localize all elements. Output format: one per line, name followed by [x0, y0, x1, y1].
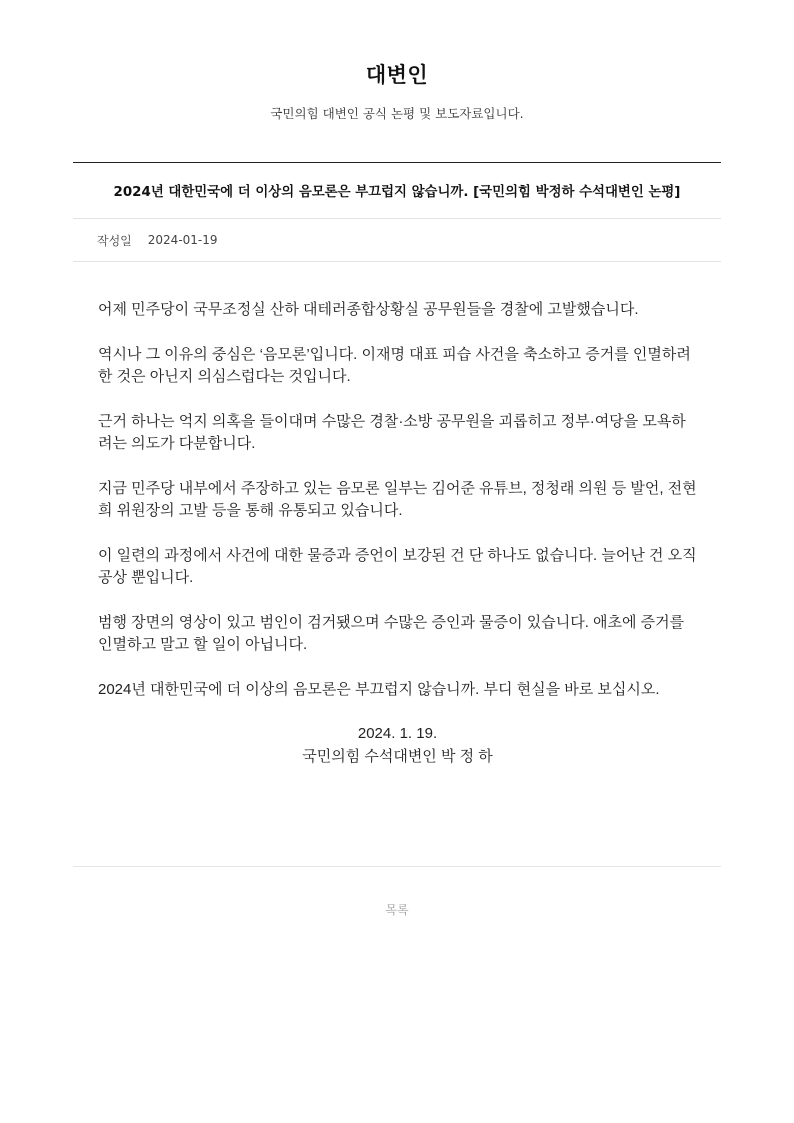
- footer-divider: [73, 866, 721, 867]
- list-button[interactable]: 목록: [385, 903, 409, 917]
- signature-date: 2024. 1. 19.: [357, 725, 438, 742]
- article: [73, 162, 721, 768]
- body-paragraph: 역시나 그 이유의 중심은 ‘음모론’입니다. 이재명 대표 피습 사건을 축소하고 증거를 인멸하려 한 것은 아닌지 의심스럽다는 것입니다.: [98, 345, 691, 385]
- article-meta: [73, 219, 721, 262]
- body-paragraph: 근거 하나는 억지 의혹을 들이대며 수많은 경찰·소방 공무원을 괴롭히고 정부·여당을 모욕하려는 의도가 다분합니다.: [98, 412, 686, 452]
- article-body: [73, 262, 721, 768]
- date-label: 작성일: [97, 233, 132, 248]
- body-paragraph: 이 일련의 과정에서 사건에 대한 물증과 증언이 보강된 건 단 하나도 없습니다. 늘어난 건 오직 공상 뿐입니다.: [98, 546, 697, 586]
- article-title: 2024년 대한민국에 더 이상의 음모론은 부끄럽지 않습니까. [국민의힘 박정하 수석대변인 논평]: [73, 163, 721, 219]
- body-paragraph: 지금 민주당 내부에서 주장하고 있는 음모론 일부는 김어준 유튜브, 정청래 의원 등 발언, 전현희 위원장의 고발 등을 통해 유통되고 있습니다.: [98, 479, 697, 519]
- page-subtitle: 국민의힘 대변인 공식 논평 및 보도자료입니다.: [270, 106, 524, 121]
- site-header: [0, 60, 794, 123]
- signature-name: 국민의힘 수석대변인 박 정 하: [302, 747, 493, 765]
- signature: [98, 723, 697, 768]
- body-paragraph: 2024년 대한민국에 더 이상의 음모론은 부끄럽지 않습니까. 부디 현실을 바로 보십시오.: [98, 680, 660, 698]
- body-paragraph: 어제 민주당이 국무조정실 산하 대테러종합상황실 공무원들을 경찰에 고발했습니다.: [98, 301, 639, 318]
- body-paragraph: 범행 장면의 영상이 있고 범인이 검거됐으며 수많은 증인과 물증이 있습니다. 애초에 증거를 인멸하고 말고 할 일이 아닙니다.: [98, 613, 685, 653]
- page-title: 대변인: [365, 63, 429, 87]
- article-date: 2024-01-19: [147, 233, 218, 247]
